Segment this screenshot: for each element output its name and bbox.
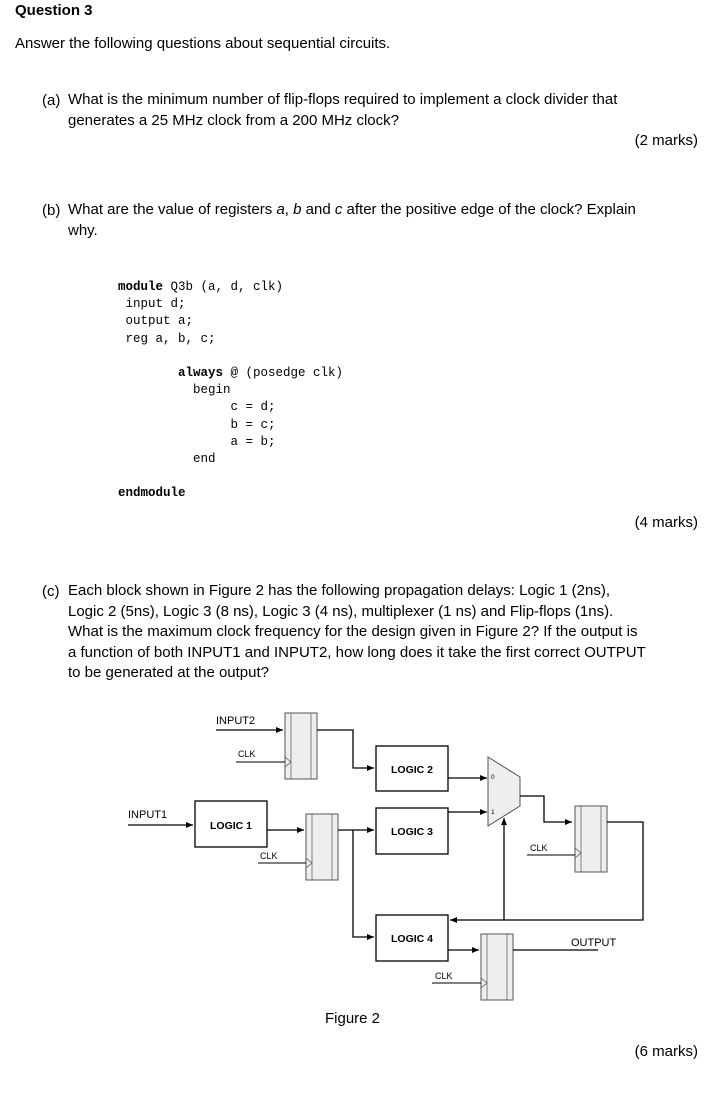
part-c-marks: (6 marks) bbox=[634, 1043, 698, 1060]
question-intro: Answer the following questions about sequential circuits. bbox=[15, 35, 391, 52]
multiplexer bbox=[488, 757, 520, 826]
part-a-line2: generates a 25 MHz clock from a 200 MHz clock? bbox=[68, 111, 399, 129]
logic3-block bbox=[376, 808, 448, 854]
clk-label-ff2: CLK bbox=[260, 851, 278, 861]
logic3-label: LOGIC 3 bbox=[390, 826, 434, 838]
part-b-line1: What are the value of registers a, b and c after the positive edge of the clock? Explain bbox=[68, 201, 636, 218]
question-title: Question 3 bbox=[15, 2, 93, 19]
part-c-line3: What is the maximum clock frequency for the design given in Figure 2? If the output is bbox=[68, 623, 638, 641]
logic2-block bbox=[376, 746, 448, 791]
flip-flop-2 bbox=[306, 814, 338, 880]
part-b-line2: why. bbox=[68, 221, 98, 239]
logic1-label: LOGIC 1 bbox=[209, 820, 253, 832]
part-a-label: (a) bbox=[42, 92, 61, 109]
logic1-block bbox=[195, 801, 267, 847]
part-a-marks: (2 marks) bbox=[634, 132, 698, 149]
flip-flop-4 bbox=[481, 934, 513, 1000]
mux-input0-label: 0 bbox=[491, 774, 495, 781]
input1-label: INPUT1 bbox=[128, 809, 168, 821]
logic4-label: LOGIC 4 bbox=[390, 933, 434, 945]
logic2-label: LOGIC 2 bbox=[390, 764, 434, 776]
mux-input1-label: 1 bbox=[491, 809, 495, 816]
ff2-to-logic4-wire bbox=[353, 830, 374, 937]
clk-label-ff4: CLK bbox=[435, 971, 453, 981]
ff3-feedback-wire bbox=[450, 822, 643, 920]
logic4-block bbox=[376, 915, 448, 961]
clk-label-ff3: CLK bbox=[530, 843, 548, 853]
mux-to-ff3-wire bbox=[520, 796, 572, 822]
output-label: OUTPUT bbox=[571, 937, 617, 949]
verilog-code: module Q3b (a, d, clk) input d; output a; reg a, b, c; always @ (posedge clk) begin c = d; b = c; a = b; end endmodule bbox=[118, 280, 344, 501]
input2-label: INPUT2 bbox=[216, 715, 256, 727]
flip-flop-1 bbox=[285, 713, 317, 779]
part-c-label: (c) bbox=[42, 583, 60, 600]
part-c-line5: to be generated at the output? bbox=[68, 664, 269, 682]
part-b-marks: (4 marks) bbox=[634, 514, 698, 531]
part-c-line2: Logic 2 (5ns), Logic 3 (8 ns), Logic 3 (4 ns), multiplexer (1 ns) and Flip-flops (1ns). bbox=[68, 602, 614, 620]
clk-label-ff1: CLK bbox=[238, 749, 256, 759]
part-a-line1: What is the minimum number of flip-flops required to implement a clock divider that bbox=[68, 91, 618, 108]
part-c-line1: Each block shown in Figure 2 has the following propagation delays: Logic 1 (2ns), bbox=[68, 582, 610, 599]
flip-flop-3 bbox=[575, 806, 607, 872]
part-c-line4: a function of both INPUT1 and INPUT2, how long does it take the first correct OUTPUT bbox=[68, 643, 646, 661]
figure-caption: Figure 2 bbox=[325, 1010, 381, 1027]
part-b-label: (b) bbox=[42, 202, 61, 219]
ff1-to-logic2-wire bbox=[317, 730, 374, 768]
